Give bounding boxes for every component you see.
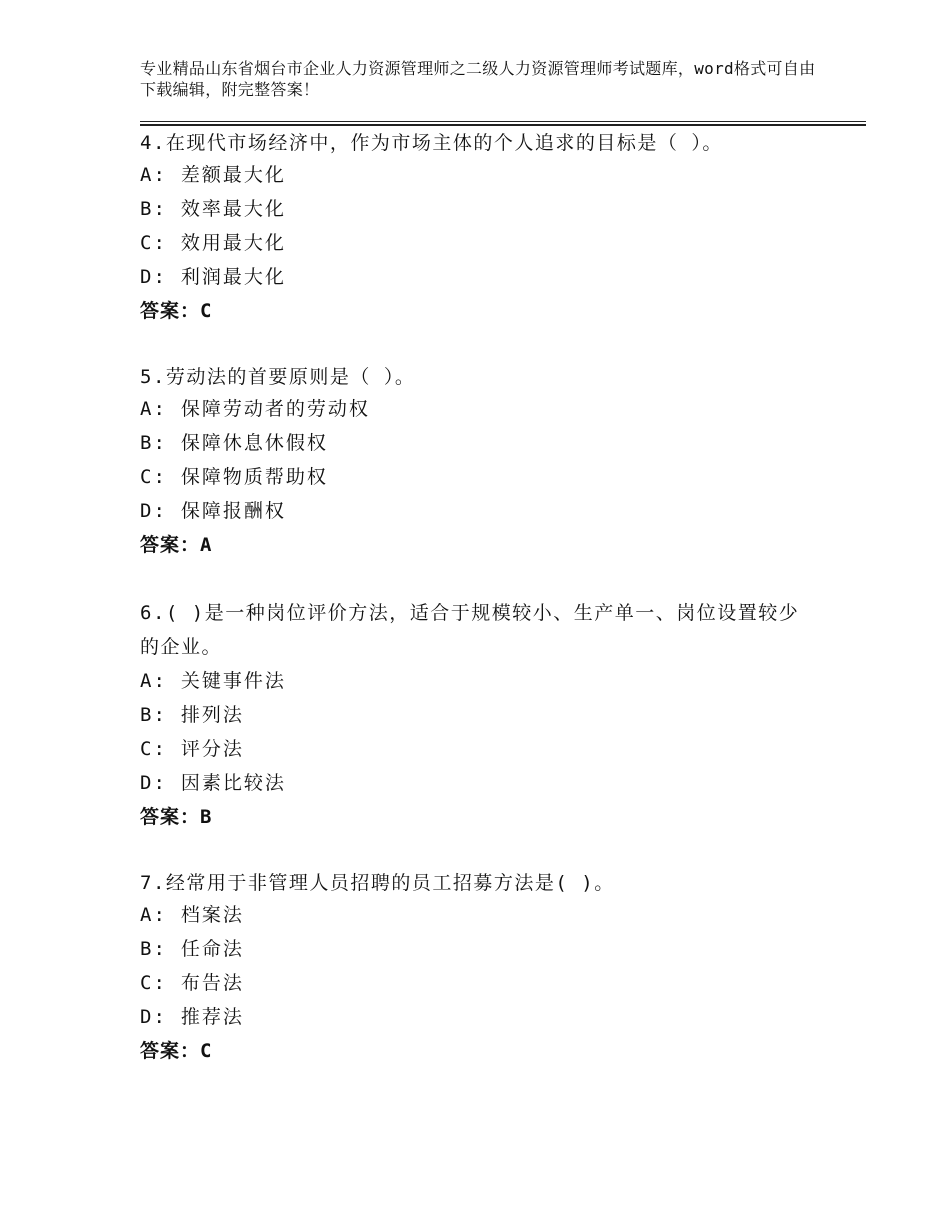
option-text: 评分法 [180, 738, 244, 760]
option-b [140, 426, 840, 460]
option-text: 因素比较法 [180, 772, 286, 794]
option-c [140, 732, 840, 766]
option-c [140, 226, 840, 260]
answer-label: 答案： [140, 300, 201, 322]
question-stem: 6.( )是一种岗位评价方法，适合于规模较小、生产单一、岗位设置较少的企业。 [140, 602, 800, 658]
option-c [140, 460, 840, 494]
answer-line [140, 800, 840, 834]
option-key: D: [140, 500, 167, 522]
answer-value: B [200, 806, 213, 828]
answer-label: 答案： [140, 806, 201, 828]
question-7 [140, 868, 840, 1068]
option-key: C: [140, 466, 167, 488]
answer-line [140, 1034, 840, 1068]
option-b [140, 932, 840, 966]
answer-label: 答案： [140, 1040, 201, 1062]
option-key: A: [140, 670, 167, 692]
option-key: C: [140, 738, 167, 760]
option-text: 任命法 [180, 938, 244, 960]
option-key: C: [140, 972, 167, 994]
option-key: A: [140, 164, 167, 186]
answer-value: C [200, 300, 213, 322]
option-text: 布告法 [180, 972, 244, 994]
option-key: A: [140, 398, 167, 420]
header-divider-thick [140, 124, 866, 126]
question-stem: 4.在现代市场经济中，作为市场主体的个人追求的目标是（ ）。 [140, 132, 723, 154]
option-text: 保障报酬权 [180, 500, 286, 522]
option-key: D: [140, 1006, 167, 1028]
option-d [140, 494, 840, 528]
option-key: D: [140, 772, 167, 794]
question-6 [140, 596, 840, 834]
option-text: 排列法 [180, 704, 244, 726]
option-text: 利润最大化 [180, 266, 286, 288]
option-a [140, 392, 840, 426]
option-text: 效率最大化 [180, 198, 286, 220]
option-d [140, 766, 840, 800]
option-c [140, 966, 840, 1000]
option-text: 档案法 [180, 904, 244, 926]
option-key: B: [140, 432, 167, 454]
answer-label: 答案： [140, 534, 201, 556]
option-b [140, 192, 840, 226]
option-a [140, 664, 840, 698]
option-d [140, 260, 840, 294]
question-5 [140, 362, 840, 562]
option-b [140, 698, 840, 732]
option-text: 差额最大化 [180, 164, 286, 186]
option-d [140, 1000, 840, 1034]
option-text: 推荐法 [180, 1006, 244, 1028]
option-key: B: [140, 198, 167, 220]
option-text: 效用最大化 [180, 232, 286, 254]
answer-line [140, 294, 840, 328]
header-divider-thin [140, 121, 866, 122]
option-text: 关键事件法 [180, 670, 286, 692]
answer-line [140, 528, 840, 562]
option-key: C: [140, 232, 167, 254]
option-key: B: [140, 704, 167, 726]
option-key: D: [140, 266, 167, 288]
option-key: B: [140, 938, 167, 960]
option-a [140, 158, 840, 192]
question-4 [140, 128, 840, 328]
option-text: 保障休息休假权 [180, 432, 328, 454]
answer-value: C [200, 1040, 213, 1062]
question-list [140, 128, 840, 1102]
answer-value: A [200, 534, 213, 556]
document-header: 专业精品山东省烟台市企业人力资源管理师之二级人力资源管理师考试题库，word格式可自由下载编辑，附完整答案！ [140, 59, 816, 99]
option-key: A: [140, 904, 167, 926]
question-stem: 5.劳动法的首要原则是（ ）。 [140, 366, 416, 388]
option-text: 保障劳动者的劳动权 [180, 398, 370, 420]
question-stem: 7.经常用于非管理人员招聘的员工招募方法是( )。 [140, 872, 615, 894]
option-text: 保障物质帮助权 [180, 466, 328, 488]
option-a [140, 898, 840, 932]
